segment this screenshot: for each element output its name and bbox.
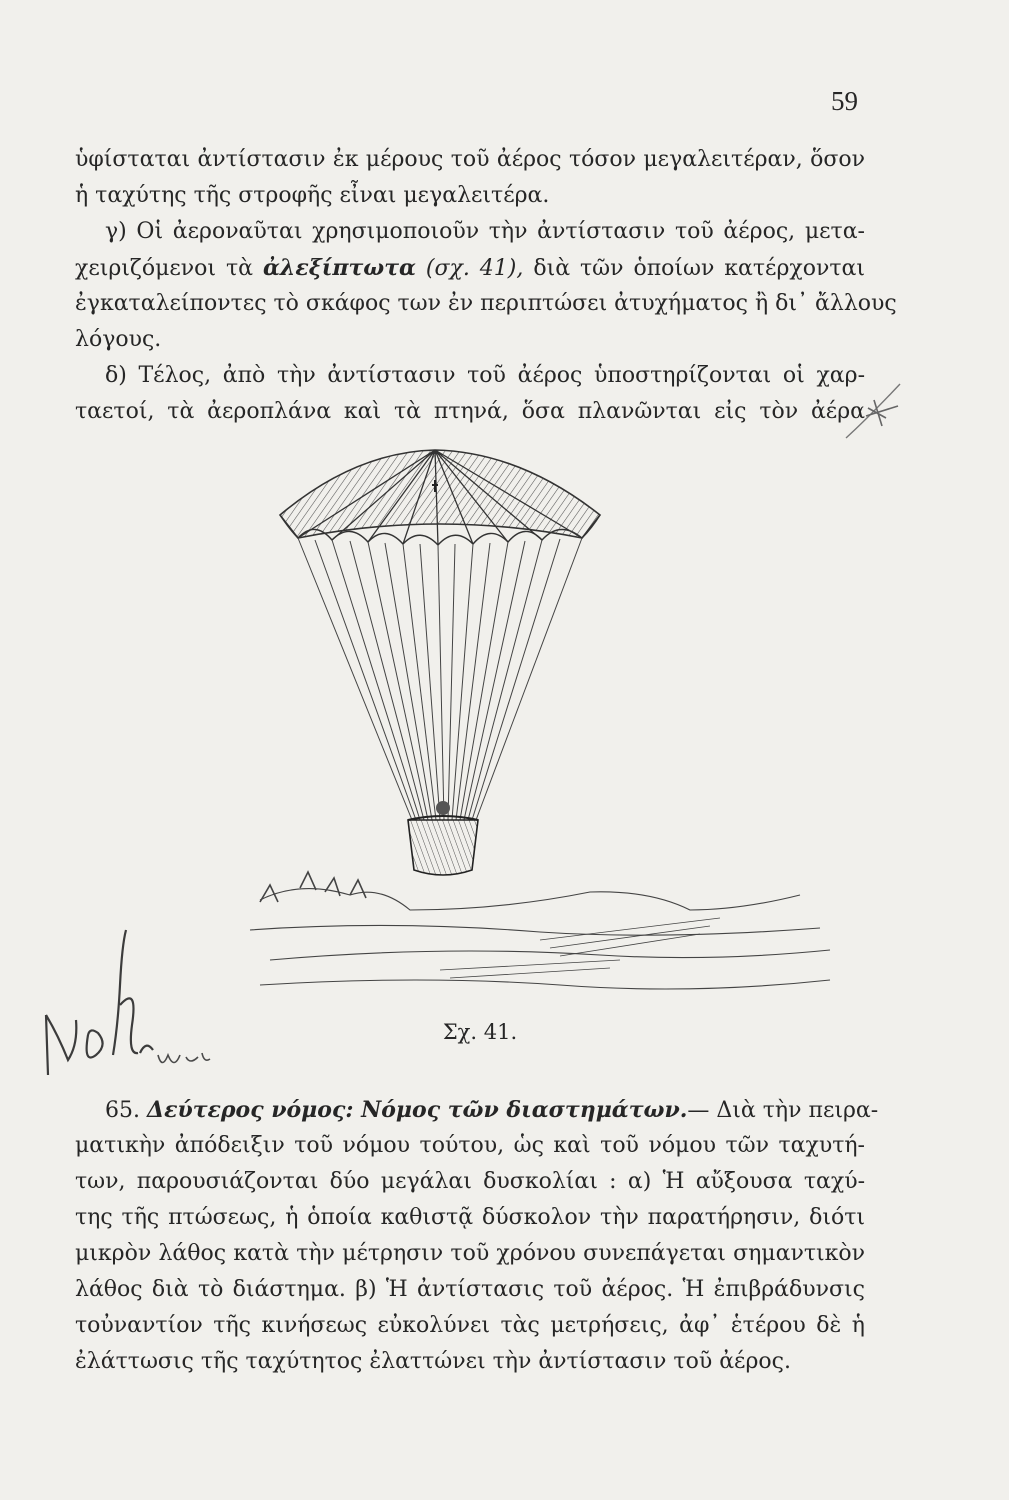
top-paragraph — [75, 142, 865, 214]
text-line: λάθος διὰ τὸ διάστημα. β) Ἡ ἀντίστασις τοῦ ἀέρος. Ἡ ἐπιβράδυνσις — [75, 1277, 865, 1302]
parachute-lines — [298, 538, 582, 820]
text-line: γ) Οἱ ἀεροναῦται χρησιμοποιοῦν τὴν ἀντίστασιν τοῦ ἀέρος, μετα- — [105, 219, 865, 244]
page-number: 59 — [831, 86, 858, 116]
text-line: ἐγκαταλείποντες τὸ σκάφος των ἐν περιπτώσει ἀτυχήματος ἢ δι᾿ ἄλλους — [75, 291, 897, 316]
text-line: ταετοί, τὰ ἀεροπλάνα καὶ τὰ πτηνά, ὅσα πλανῶνται εἰς τὸν ἀέρα — [75, 399, 865, 424]
margin-mark-icon — [838, 378, 908, 448]
parachute-basket — [408, 801, 478, 875]
parachute-canopy — [280, 450, 600, 545]
text-line: των, παρουσιάζονται δύο μεγάλαι δυσκολίαι : α) Ἡ αὔξουσα ταχύ- — [75, 1169, 865, 1194]
text-line: ματικὴν ἀπόδειξιν τοῦ νόμου τούτου, ὡς καὶ τοῦ νόμου τῶν ταχυτή- — [75, 1133, 865, 1158]
text-line: λόγους. — [75, 327, 162, 352]
section-65 — [75, 1092, 879, 1380]
paragraph-c — [75, 214, 897, 358]
parachute-illustration-icon — [240, 440, 840, 1020]
section-title: Δεύτερος νόμος: Νόμος τῶν διαστημάτων. — [147, 1097, 688, 1123]
text-line: μικρὸν λάθος κατὰ τὴν μέτρησιν τοῦ χρόνου συνεπάγεται σημαντικὸν — [75, 1241, 865, 1266]
figure-caption: Σχ. 41. — [442, 1020, 518, 1044]
text-line: ἡ ταχύτης τῆς στροφῆς εἶναι μεγαλειτέρα. — [75, 183, 550, 208]
text-line: της τῆς πτώσεως, ἡ ὁποία καθιστᾷ δύσκολον τὴν παρατήρησιν, διότι — [75, 1205, 865, 1230]
section-heading-line: 65. Δεύτερος νόμος: Νόμος τῶν διαστημάτων.— Διὰ τὴν πειρα- — [105, 1097, 879, 1123]
text-line: ὑφίσταται ἀντίστασιν ἐκ μέρους τοῦ ἀέρος τόσον μεγαλειτέραν, ὅσον — [75, 147, 865, 172]
text-line: τοὐναντίον τῆς κινήσεως εὐκολύνει τὰς μετρήσεις, ἀφ᾿ ἑτέρου δὲ ἡ — [75, 1313, 865, 1338]
text-line: δ) Τέλος, ἀπὸ τὴν ἀντίστασιν τοῦ ἀέρος ὑποστηρίζονται οἱ χαρ- — [105, 363, 865, 388]
handwritten-note-icon — [28, 925, 228, 1085]
figure-reference: (σχ. 41), — [415, 256, 524, 281]
paragraph-d — [75, 358, 865, 430]
section-number: 65. — [105, 1098, 140, 1123]
text-line: ἐλάττωσις τῆς ταχύτητος ἐλαττώνει τὴν ἀντίστασιν τοῦ ἀέρος. — [75, 1349, 791, 1374]
term-parachute: ἀλεξίπτωτα — [262, 255, 416, 281]
text-line: χειριζόμενοι τὰ ἀλεξίπτωτα (σχ. 41), διὰ τῶν ὁποίων κατέρχονται — [75, 255, 865, 281]
landscape — [250, 872, 830, 989]
